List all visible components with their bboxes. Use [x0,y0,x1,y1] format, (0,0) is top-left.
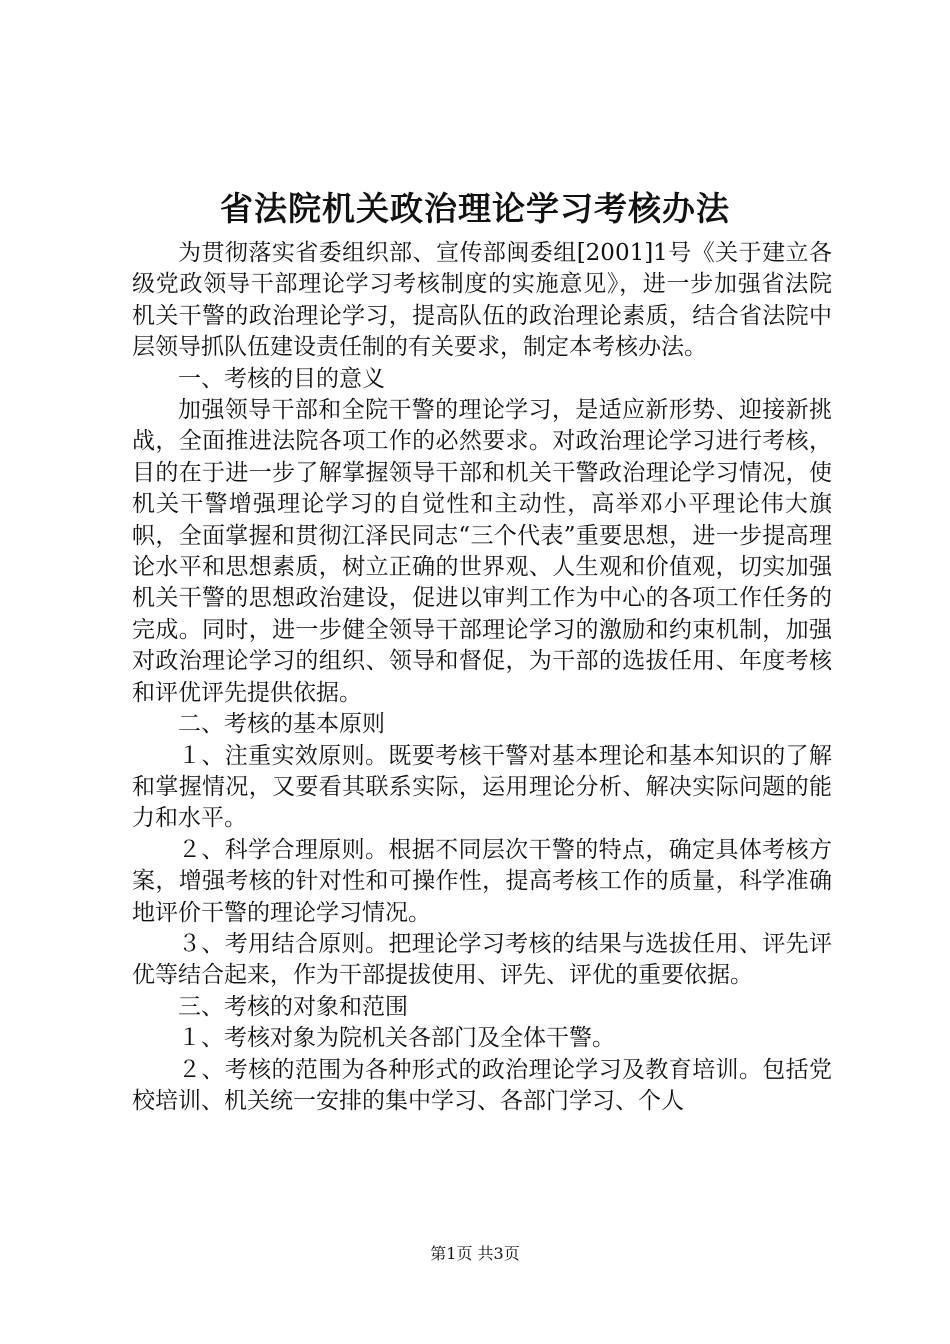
section-heading-2: 二、考核的基本原则 [178,711,385,738]
principle-3-paragraph: ３、考用结合原则。把理论学习考核的结果与选拔任用、评先评优等结合起来，作为干部提拔使用、评先、评优的重要依据。 [132,930,832,989]
section-heading-3: 三、考核的对象和范围 [178,993,408,1020]
section-1-paragraph: 加强领导干部和全院干警的理论学习，是适应新形势、迎接新挑战，全面推进法院各项工作的必然要求。对政治理论学习进行考核，目的在于进一步了解掌握领导干部和机关干警政治理论学习情况，使机关干警增强理论学习的自觉性和主动性，高举邓小平理论伟大旗帜，全面掌握和贯彻江泽民同志“三个代表”重要思想，进一步提高理论水平和思想素质，树立正确的世界观、人生观和价值观，切实加强机关干警的思想政治建设，促进以审判工作为中心的各项工作任务的完成。同时，进一步健全领导干部理论学习的激励和约束机制，加强对政治理论学习的组织、领导和督促，为干部的选拔任用、年度考核和评优评先提供依据。 [132,397,832,706]
section-heading-1: 一、考核的目的意义 [178,365,385,392]
intro-paragraph: 为贯彻落实省委组织部、宣传部闽委组[2001]1号《关于建立各级党政领导干部理论学习考核制度的实施意见》，进一步加强省法院机关干警的政治理论学习，提高队伍的政治理论素质，结合省法院中层领导抓队伍建设责任制的有关要求，制定本考核办法。 [132,240,832,361]
principle-1-paragraph: １、注重实效原则。既要考核干警对基本理论和基本知识的了解和掌握情况，又要看其联系实际，运用理论分析、解决实际问题的能力和水平。 [132,742,832,832]
document-title: 省法院机关政治理论学习考核办法 [220,189,730,228]
page-footer: 第1页 共3页 [430,1244,520,1263]
principle-2-paragraph: ２、科学合理原则。根据不同层次干警的特点，确定具体考核方案，增强考核的针对性和可操作性，提高考核工作的质量，科学准确地评价干警的理论学习情况。 [132,836,832,926]
scope-1-paragraph: １、考核对象为院机关各部门及全体干警。 [178,1025,615,1052]
document-body [132,238,832,1117]
scope-2-paragraph: ２、考核的范围为各种形式的政治理论学习及教育培训。包括党校培训、机关统一安排的集中学习、各部门学习、个人 [132,1056,832,1114]
